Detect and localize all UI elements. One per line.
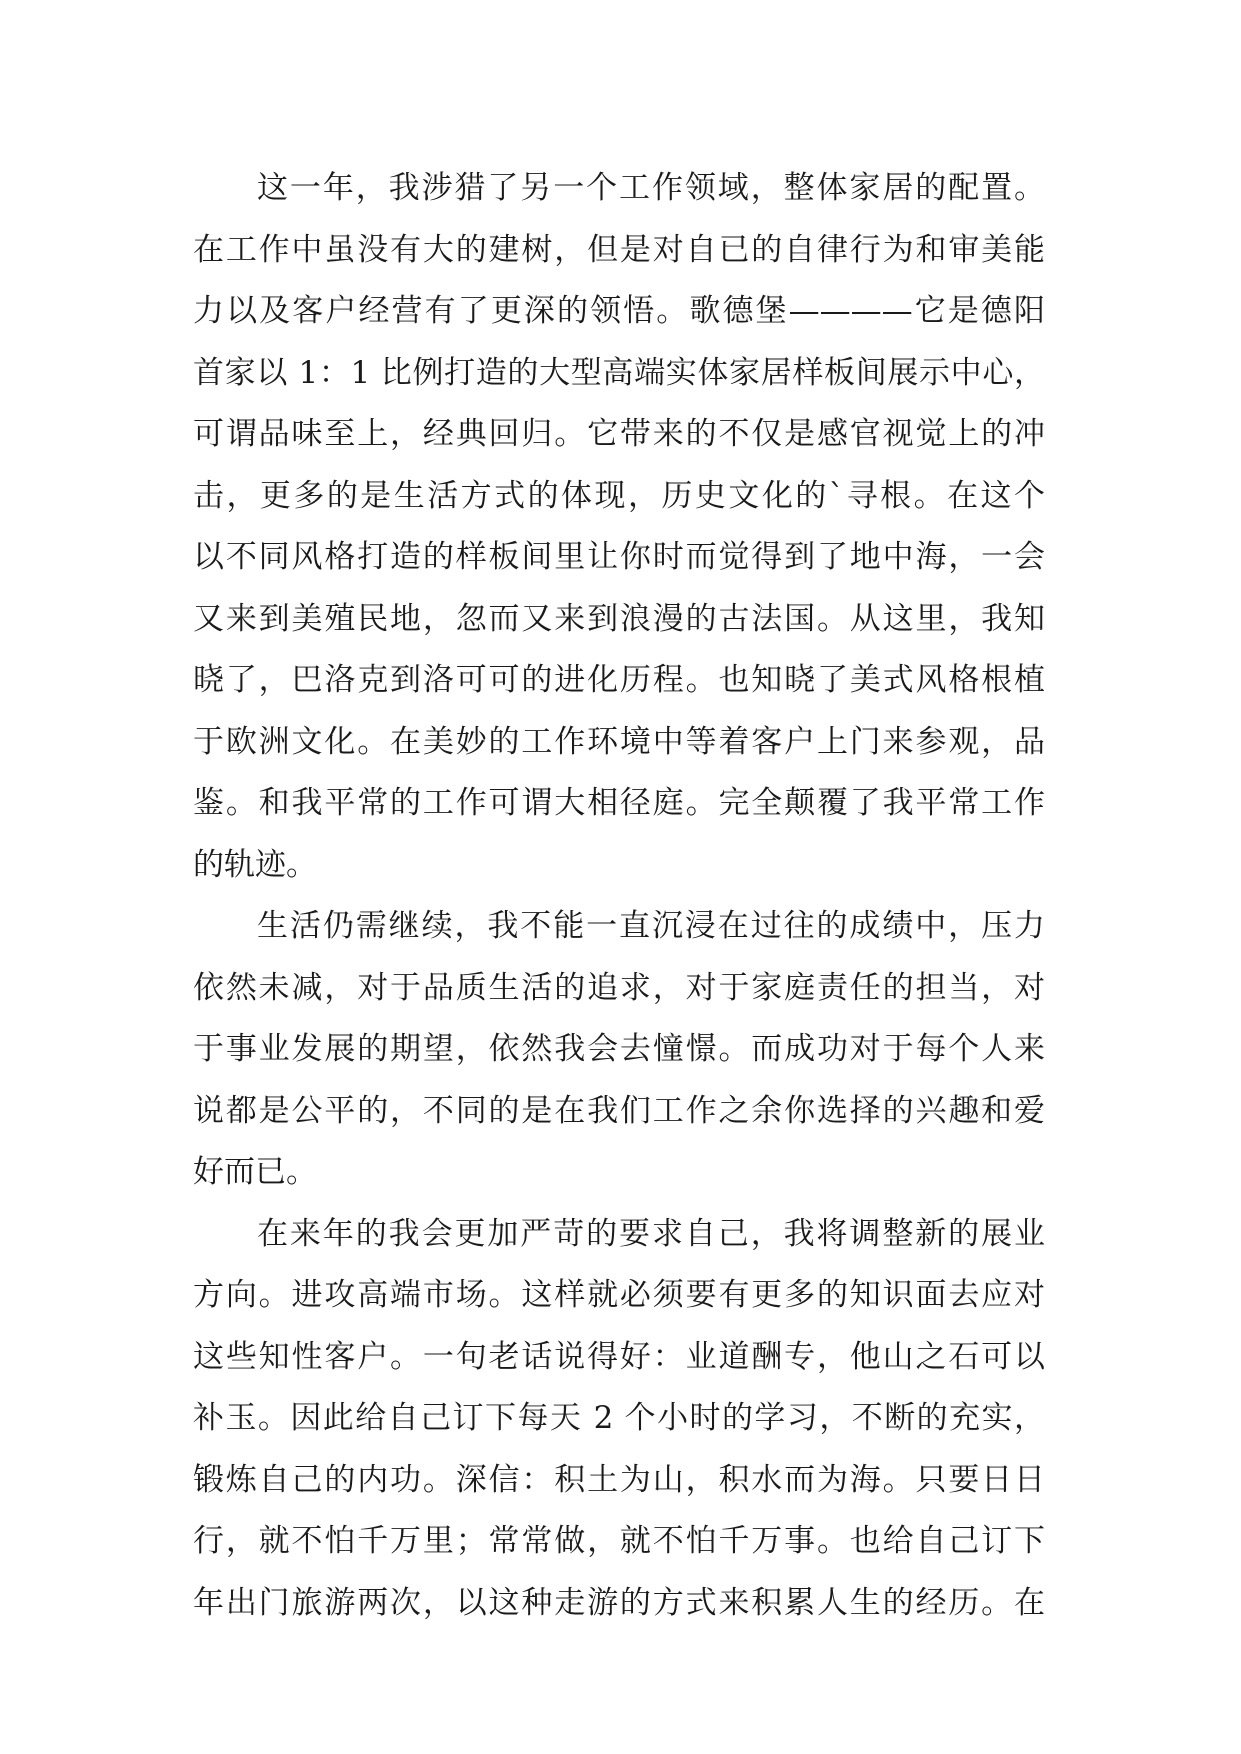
paragraph-1-line-4: 首家以 1：1 比例打造的大型高端实体家居样板间展示中心， [193, 354, 1045, 391]
paragraph-1-line-3: 力以及客户经营有了更深的领悟。歌德堡————它是德阳 [193, 293, 1045, 329]
paragraph-1-line-6: 击，更多的是生活方式的体现，历史文化的`寻根。在这个 [193, 477, 1045, 514]
paragraph-1-line-11: 鉴。和我平常的工作可谓大相径庭。完全颠覆了我平常工作 [193, 785, 1045, 821]
paragraph-3-line-5: 锻炼自己的内功。深信：积土为山，积水而为海。只要日日 [193, 1461, 1045, 1498]
paragraph-1-line-9: 晓了，巴洛克到洛可可的进化历程。也知晓了美式风格根植 [193, 662, 1045, 698]
paragraph-2-line-4: 说都是公平的，不同的是在我们工作之余你选择的兴趣和爱 [193, 1092, 1045, 1129]
paragraph-3-line-3: 这些知性客户。一句老话说得好：业道酬专，他山之石可以 [193, 1338, 1045, 1375]
paragraph-2-line-5: 好而已。 [193, 1154, 317, 1190]
paragraph-2-line-2: 依然未减，对于品质生活的追求，对于家庭责任的担当，对 [193, 969, 1045, 1006]
paragraph-1-line-1: 这一年，我涉猎了另一个工作领域，整体家居的配置。 [257, 170, 1045, 206]
paragraph-1-line-12: 的轨迹。 [193, 846, 317, 883]
paragraph-3-line-2: 方向。进攻高端市场。这样就必须要有更多的知识面去应对 [193, 1277, 1045, 1313]
paragraph-2-line-1: 生活仍需继续，我不能一直沉浸在过往的成绩中，压力 [257, 908, 1045, 944]
paragraph-3-line-1: 在来年的我会更加严苛的要求自己，我将调整新的展业 [257, 1215, 1045, 1252]
document-body [193, 158, 1045, 1634]
paragraph-1-line-10: 于欧洲文化。在美妙的工作环境中等着客户上门来参观，品 [193, 723, 1045, 760]
paragraph-3-line-6: 行，就不怕千万里；常常做，就不怕千万事。也给自己订下 [193, 1523, 1045, 1559]
paragraph-1-line-8: 又来到美殖民地，忽而又来到浪漫的古法国。从这里，我知 [193, 600, 1045, 637]
paragraph-2-line-3: 于事业发展的期望，依然我会去憧憬。而成功对于每个人来 [193, 1031, 1045, 1067]
paragraph-3-line-7: 年出门旅游两次，以这种走游的方式来积累人生的经历。在 [193, 1584, 1045, 1621]
paragraph-1-line-2: 在工作中虽没有大的建树，但是对自已的自律行为和审美能 [193, 231, 1045, 268]
paragraph-1-line-5: 可谓品味至上，经典回归。它带来的不仅是感官视觉上的冲 [193, 416, 1045, 452]
paragraph-3-line-4: 补玉。因此给自己订下每天 2 个小时的学习，不断的充实， [193, 1400, 1045, 1436]
paragraph-1-line-7: 以不同风格打造的样板间里让你时而觉得到了地中海，一会 [193, 539, 1045, 575]
